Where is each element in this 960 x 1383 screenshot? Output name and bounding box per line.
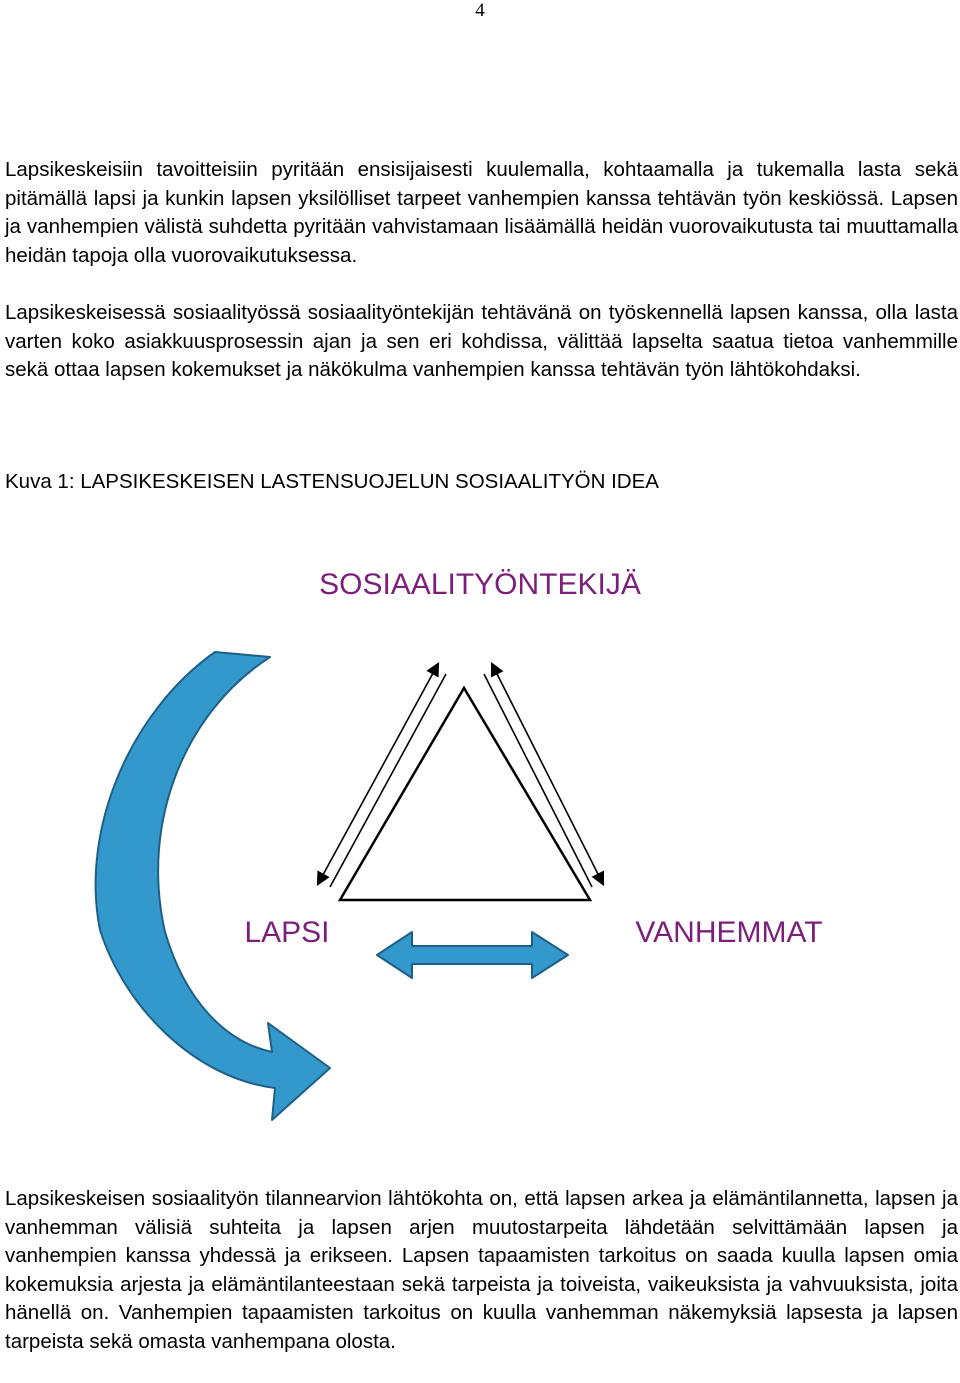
label-lapsi: LAPSI (244, 916, 330, 949)
label-vanhemmat: VANHEMMAT (635, 916, 823, 949)
double-arrow-icon (377, 932, 568, 978)
page-number: 4 (475, 0, 485, 21)
paragraph-1: Lapsikeskeisiin tavoitteisiin pyritään ensisijaisesti kuulemalla, kohtaamalla ja tukemalla lasta sekä pitämällä lapsi ja kunkin lapsen yksilölliset tarpeet vanhempien kanssa tehtävän työn keskiössä. Lapsen ja vanhempien välistä suhdetta pyritään vahvistamaan lisäämällä heidän vuorovaikutusta tai muuttamalla heidän tapoja olla vuorovaikutuksessa. (5, 158, 958, 267)
paragraph-3: Lapsikeskeisen sosiaalityön tilannearvion lähtökohta on, että lapsen arkea ja elämäntilannetta, lapsen ja vanhemman välisiä suhteita ja lapsen arjen muutostarpeita lähdetään selvittämään lapsen ja vanhempien kanssa yhdessä ja erikseen. Lapsen tapaamisten tarkoitus on saada kuulla lapsen omia kokemuksia arjesta ja elämäntilanteestaan sekä tarpeista ja toiveista, vaikeuksista ja vahvuuksista, joita hänellä on. Vanhempien tapaamisten tarkoitus on kuulla vanhemman näkemyksiä lapsesta ja lapsen tarpeista sekä omasta vanhempana olosta. (5, 1187, 958, 1353)
triangle-shape (340, 688, 590, 900)
paragraph-2: Lapsikeskeisessä sosiaalityössä sosiaalityöntekijän tehtävänä on työskennellä lapsen kanssa, olla lasta varten koko asiakkuusprosessin ajan ja sen eri kohdissa, välittää lapselta saatua tietoa vanhemmille sekä ottaa lapsen kokemukset ja näkökulma vanhempien kanssa tehtävän työn lähtökohdaksi. (5, 301, 958, 382)
figure-caption: Kuva 1: LAPSIKESKEISEN LASTENSUOJELUN SOSIAALITYÖN IDEA (5, 470, 659, 493)
label-sosiaalityontekija: SOSIAALITYÖNTEKIJÄ (319, 568, 641, 601)
curved-arrow-icon (96, 652, 330, 1120)
lapsikeskeinen-diagram (0, 540, 960, 1140)
